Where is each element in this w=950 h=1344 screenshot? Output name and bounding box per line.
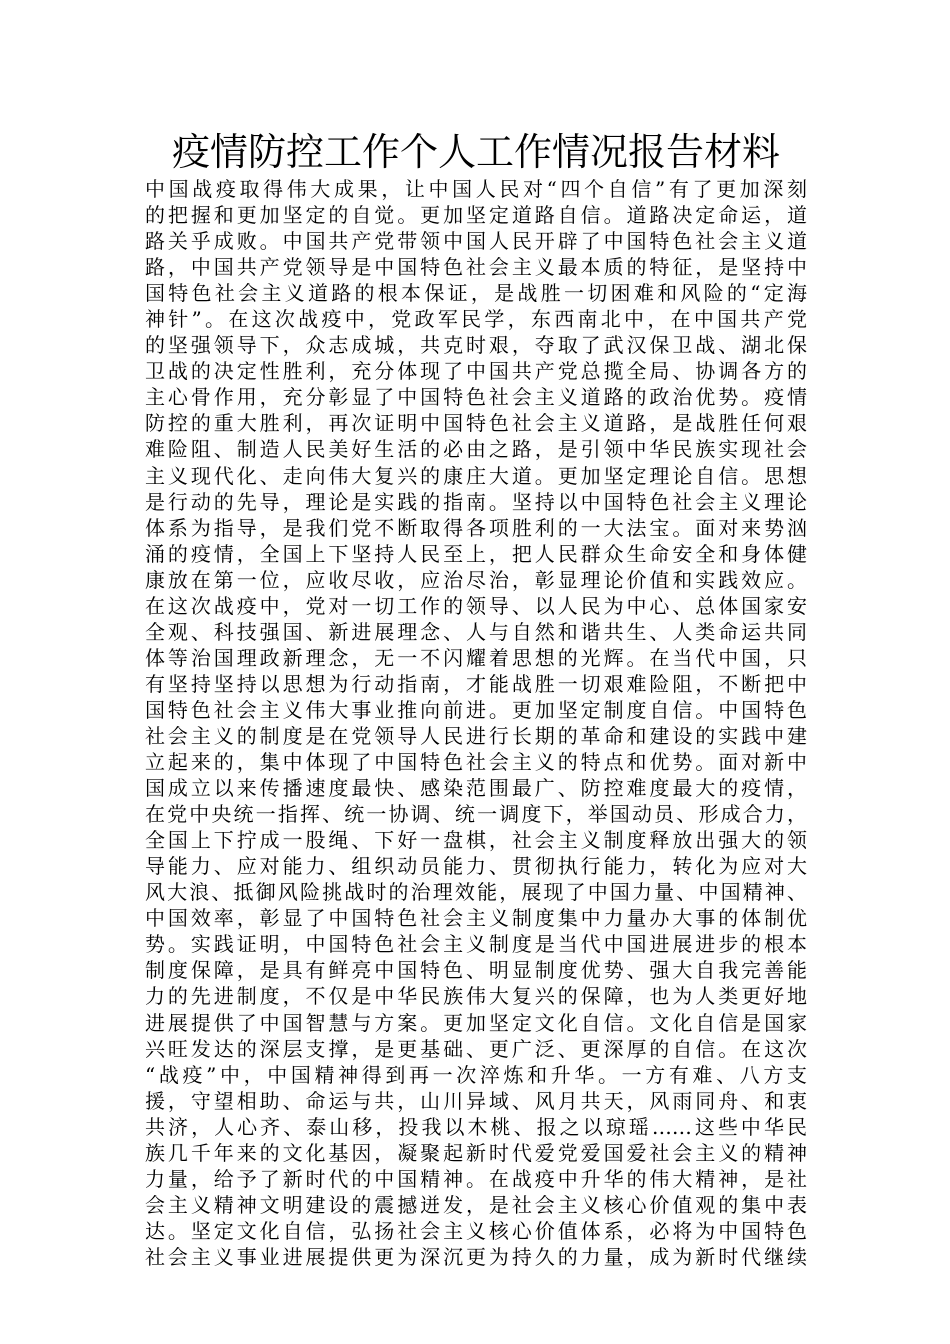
body-text-line: 族几千年来的文化基因，凝聚起新时代爱党爱国爱社会主义的精神 bbox=[145, 1140, 807, 1165]
body-text-line: 体等治国理政新理念，无一不闪耀着思想的光辉。在当代中国，只 bbox=[145, 645, 807, 670]
body-text-line: 会主义精神文明建设的震撼迸发，是社会主义核心价值观的集中表 bbox=[145, 1192, 807, 1217]
body-text-line: 涌的疫情，全国上下坚持人民至上，把人民群众生命安全和身体健 bbox=[145, 541, 807, 566]
body-text-line: 有坚持坚持以思想为行动指南，才能战胜一切艰难险阻，不断把中 bbox=[145, 671, 807, 696]
body-text-line: 全国上下拧成一股绳、下好一盘棋，社会主义制度释放出强大的领 bbox=[145, 828, 807, 853]
body-text-line: 康放在第一位，应收尽收，应治尽治，彰显理论价值和实践效应。 bbox=[145, 567, 807, 592]
body-text-line: 制度保障，是具有鲜亮中国特色、明显制度优势、强大自我完善能 bbox=[145, 958, 807, 983]
body-text-line: 国特色社会主义伟大事业推向前进。更加坚定制度自信。中国特色 bbox=[145, 697, 807, 722]
body-text-line: 在这次战疫中，党对一切工作的领导、以人民为中心、总体国家安 bbox=[145, 593, 807, 618]
body-text-line: 中国战疫取得伟大成果，让中国人民对“四个自信”有了更加深刻 bbox=[145, 177, 807, 201]
body-text-line: 力量，给予了新时代的中国精神。在战疫中升华的伟大精神，是社 bbox=[145, 1166, 807, 1191]
body-text-line: 全观、科技强国、新进展理念、人与自然和谐共生、人类命运共同 bbox=[145, 619, 807, 644]
body-text-line: 国成立以来传播速度最快、感染范围最广、防控难度最大的疫情， bbox=[145, 776, 807, 801]
body-text-line: 在党中央统一指挥、统一协调、统一调度下，举国动员、形成合力， bbox=[145, 802, 807, 827]
body-text-line: 路，中国共产党领导是中国特色社会主义最本质的特征，是坚持中 bbox=[145, 255, 807, 280]
document-body bbox=[145, 176, 807, 1270]
document-title: 疫情防控工作个人工作情况报告材料 bbox=[171, 130, 780, 174]
body-text-line: 路关乎成败。中国共产党带领中国人民开辟了中国特色社会主义道 bbox=[145, 229, 807, 254]
body-text-line: 的坚强领导下，众志成城，共克时艰，夺取了武汉保卫战、湖北保 bbox=[145, 333, 807, 358]
body-text-line: 体系为指导，是我们党不断取得各项胜利的一大法宝。面对来势汹 bbox=[145, 515, 807, 540]
body-text-line: 达。坚定文化自信，弘扬社会主义核心价值体系，必将为中国特色 bbox=[145, 1218, 807, 1243]
body-text-line: “战疫”中，中国精神得到再一次淬炼和升华。一方有难、八方支 bbox=[145, 1062, 807, 1087]
body-text-line: 中国效率，彰显了中国特色社会主义制度集中力量办大事的体制优 bbox=[145, 906, 807, 931]
body-text-line: 的把握和更加坚定的自觉。更加坚定道路自信。道路决定命运，道 bbox=[145, 203, 807, 228]
body-text-line: 进展提供了中国智慧与方案。更加坚定文化自信。文化自信是国家 bbox=[145, 1010, 807, 1035]
body-text-line: 共济，人心齐、泰山移，投我以木桃、报之以琼瑶……这些中华民 bbox=[145, 1114, 807, 1139]
body-text-line: 力的先进制度，不仅是中华民族伟大复兴的保障，也为人类更好地 bbox=[145, 984, 807, 1009]
body-text-line: 国特色社会主义道路的根本保证，是战胜一切困难和风险的“定海 bbox=[145, 281, 807, 306]
body-text-line: 社会主义事业进展提供更为深沉更为持久的力量，成为新时代继续 bbox=[145, 1244, 807, 1269]
body-text-line: 防控的重大胜利，再次证明中国特色社会主义道路，是战胜任何艰 bbox=[145, 411, 807, 436]
body-text-line: 导能力、应对能力、组织动员能力、贯彻执行能力，转化为应对大 bbox=[145, 854, 807, 879]
body-text-line: 卫战的决定性胜利，充分体现了中国共产党总揽全局、协调各方的 bbox=[145, 359, 807, 384]
body-text-line: 兴旺发达的深层支撑，是更基础、更广泛、更深厚的自信。在这次 bbox=[145, 1036, 807, 1061]
body-text-line: 社会主义的制度是在党领导人民进行长期的革命和建设的实践中建 bbox=[145, 723, 807, 748]
body-text-line: 立起来的，集中体现了中国特色社会主义的特点和优势。面对新中 bbox=[145, 750, 807, 775]
body-text-line: 援，守望相助、命运与共，山川异域、风月共天，风雨同舟、和衷 bbox=[145, 1088, 807, 1113]
body-text-line: 风大浪、抵御风险挑战时的治理效能，展现了中国力量、中国精神、 bbox=[145, 880, 807, 905]
body-text-line: 是行动的先导，理论是实践的指南。坚持以中国特色社会主义理论 bbox=[145, 489, 807, 514]
body-text-line: 神针”。在这次战疫中，党政军民学，东西南北中，在中国共产党 bbox=[145, 307, 807, 332]
body-text-line: 难险阻、制造人民美好生活的必由之路，是引领中华民族实现社会 bbox=[145, 437, 807, 462]
body-text-line: 势。实践证明，中国特色社会主义制度是当代中国进展进步的根本 bbox=[145, 932, 807, 957]
body-text-line: 主义现代化、走向伟大复兴的康庄大道。更加坚定理论自信。思想 bbox=[145, 463, 807, 488]
body-text-line: 主心骨作用，充分彰显了中国特色社会主义道路的政治优势。疫情 bbox=[145, 385, 807, 410]
